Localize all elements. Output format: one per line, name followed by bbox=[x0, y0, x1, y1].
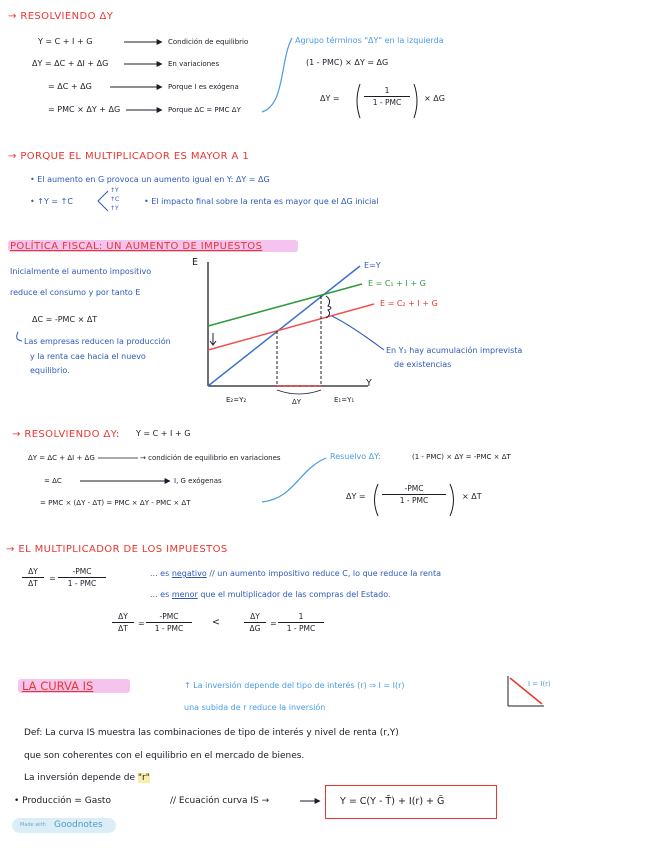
is-bullet: • Producción = Gasto bbox=[14, 796, 111, 806]
is-equation: Y = C(Y - T̄) + I(r) + Ḡ bbox=[340, 796, 445, 807]
branch-1: ↑Y bbox=[110, 187, 119, 194]
paren-left-1 bbox=[357, 84, 360, 118]
mult-eq-sign: = bbox=[49, 574, 56, 583]
mult-line2-pre: ... es bbox=[150, 590, 170, 599]
grouped-eq: (1 - PMC) × ΔY = ΔG bbox=[306, 58, 389, 67]
badge-brand: Goodnotes bbox=[54, 820, 103, 830]
is-investment-r: "r" bbox=[137, 773, 150, 783]
result1-lhs: ΔY = bbox=[320, 94, 340, 103]
section1-note-3: Porque I es exógena bbox=[168, 83, 239, 91]
cmp-frac-2-num: -PMC bbox=[159, 612, 179, 621]
is-def-2: que son coherentes con el equilibrio en el mercado de bienes. bbox=[24, 751, 305, 761]
section4-line1-note: → condición de equilibrio en variaciones bbox=[140, 454, 281, 462]
section3-title: POLÍTICA FISCAL: UN AUMENTO DE IMPUESTOS bbox=[10, 241, 263, 252]
cmp-frac-1-den: ΔT bbox=[118, 624, 128, 633]
chart-down-arrow bbox=[210, 333, 216, 345]
section3-intro-2: reduce el consumo y por tanto E bbox=[10, 288, 141, 297]
cmp-frac-4-den: 1 - PMC bbox=[286, 624, 316, 633]
section4-line2-eq: = ΔC bbox=[44, 477, 62, 485]
section4-line3: = PMC × (ΔY - ΔT) = PMC × ΔY - PMC × ΔT bbox=[40, 499, 191, 507]
mult-frac-lhs-den: ΔT bbox=[28, 579, 38, 588]
badge-made-with: Made with bbox=[20, 822, 46, 828]
cmp-eq-1: = bbox=[138, 619, 145, 628]
resuelvo-label: Resuelvo ΔY: bbox=[330, 452, 381, 461]
is-eq-note: // Ecuación curva IS → bbox=[170, 796, 270, 806]
section2-bullet2-lhs: • ↑Y = ↑C bbox=[30, 197, 73, 206]
section3-note-hook bbox=[17, 332, 22, 341]
section1-note-2: En variaciones bbox=[168, 60, 220, 68]
is-def-1: Def: La curva IS muestra las combinaciones de tipo de interés y nivel de renta (r,Y) bbox=[24, 728, 399, 738]
mult-frac-lhs-num: ΔY bbox=[28, 567, 38, 576]
section1-title: → RESOLVIENDO ΔY bbox=[8, 11, 114, 22]
chart-delta-brace bbox=[277, 390, 321, 394]
mult-line2-post: que el multiplicador de las compras del Estado. bbox=[200, 590, 391, 599]
section3-note-3: equilibrio. bbox=[30, 366, 70, 375]
cmp-frac-1-num: ΔY bbox=[118, 612, 128, 621]
section4-eq-title: Y = C + I + G bbox=[136, 429, 191, 438]
section1-eq-2: ΔY = ΔC + ΔI + ΔG bbox=[32, 59, 109, 68]
paren-left-4 bbox=[375, 484, 379, 516]
section4-line1-eq: ΔY = ΔC + ΔI + ΔG bbox=[28, 454, 95, 462]
section1-note-1: Condición de equilibrio bbox=[168, 38, 249, 46]
branch-brace bbox=[98, 191, 108, 211]
section1-note-4: Porque ΔC = PMC ΔY bbox=[168, 106, 241, 114]
resuelvo-eq: (1 - PMC) × ΔY = -PMC × ΔT bbox=[412, 453, 511, 461]
chart-x-right-label: E₁=Y₁ bbox=[334, 396, 355, 404]
result4-den: 1 - PMC bbox=[399, 496, 429, 505]
curved-arrow-2 bbox=[262, 458, 326, 502]
result1-num: 1 bbox=[384, 86, 390, 95]
paren-right-4 bbox=[450, 484, 454, 516]
cmp-frac-3-den: ΔG bbox=[249, 624, 261, 633]
chart-x-left-label: E₂=Y₂ bbox=[226, 396, 247, 404]
section3-intro-1: Inicialmente el aumento impositivo bbox=[10, 267, 152, 276]
section1-eq-1: Y = C + I + G bbox=[38, 37, 93, 46]
cmp-frac-3-num: ΔY bbox=[250, 612, 260, 621]
result4-lhs: ΔY = bbox=[346, 492, 366, 501]
section4-title: → RESOLVIENDO ΔY: bbox=[12, 429, 120, 440]
mult-line1-post: // un aumento impositivo reduce C, lo que reduce la renta bbox=[209, 569, 442, 578]
cmp-frac-2-den: 1 - PMC bbox=[154, 624, 184, 633]
chart-line-45 bbox=[208, 266, 360, 386]
chart-note-1: En Y₁ hay acumulación imprevista bbox=[386, 346, 523, 355]
mult-frac-rhs-num: -PMC bbox=[72, 567, 92, 576]
mini-chart-line bbox=[510, 678, 542, 704]
branch-3: ↑Y bbox=[110, 205, 119, 212]
section5-title: → EL MULTIPLICADOR DE LOS IMPUESTOS bbox=[6, 544, 228, 555]
chart-line-45-label: E=Y bbox=[364, 261, 381, 270]
cmp-sign: < bbox=[212, 617, 220, 628]
chart-line-red-label: E = C₂ + I + G bbox=[380, 299, 438, 308]
mult-line1-underlined: negativo bbox=[171, 569, 207, 578]
section3-eq: ΔC = -PMC × ΔT bbox=[32, 315, 98, 324]
curved-arrow-1 bbox=[262, 38, 292, 112]
section3-note-2: y la renta cae hacia el nuevo bbox=[30, 352, 146, 361]
section6-note-1: ↑ La inversión depende del tipo de interés (r) ⇒ I = I(r) bbox=[184, 681, 405, 690]
chart-inventory-brace bbox=[326, 296, 331, 318]
result4-num: -PMC bbox=[404, 484, 424, 493]
section2-bullet2-rhs: • El impacto final sobre la renta es mayor que el ΔG inicial bbox=[144, 197, 379, 206]
section2-bullet1: • El aumento en G provoca un aumento igual en Y: ΔY = ΔG bbox=[30, 175, 270, 184]
paren-right-1 bbox=[414, 84, 417, 118]
section1-eq-4: = PMC × ΔY + ΔG bbox=[48, 105, 121, 114]
section1-eq-3: = ΔC + ΔG bbox=[48, 82, 92, 91]
section3-note-1: Las empresas reducen la producción bbox=[24, 337, 171, 346]
branch-2: ↑C bbox=[110, 196, 120, 203]
mini-chart-label: I = I(r) bbox=[528, 680, 551, 688]
group-note: Agrupo términos "ΔY" en la izquierda bbox=[295, 36, 444, 45]
mult-line2-underlined: menor bbox=[171, 590, 198, 599]
mult-frac-rhs-den: 1 - PMC bbox=[67, 579, 97, 588]
chart-x-axis-label: Y bbox=[366, 378, 372, 389]
cmp-frac-4-num: 1 bbox=[298, 612, 304, 621]
section6-note-2: una subida de r reduce la inversión bbox=[184, 703, 326, 712]
chart-note-2: de existencias bbox=[394, 360, 452, 369]
chart-note-arrow bbox=[332, 316, 384, 350]
result4-rhs: × ΔT bbox=[462, 492, 482, 501]
is-investment-pre: La inversión depende de bbox=[24, 773, 135, 783]
mult-line1-pre: ... es bbox=[150, 569, 170, 578]
result1-den: 1 - PMC bbox=[372, 98, 402, 107]
result1-rhs: × ΔG bbox=[424, 94, 445, 103]
chart-line-green-label: E = C₁ + I + G bbox=[368, 279, 426, 288]
chart-line-red bbox=[208, 304, 374, 350]
section6-title: LA CURVA IS bbox=[22, 679, 94, 693]
chart-y-axis-label: E bbox=[192, 257, 199, 268]
section2-title: → PORQUE EL MULTIPLICADOR ES MAYOR A 1 bbox=[8, 151, 250, 162]
chart-x-mid-label: ΔY bbox=[292, 398, 302, 406]
section4-line2-note: I, G exógenas bbox=[174, 477, 222, 485]
cmp-eq-2: = bbox=[270, 619, 277, 628]
